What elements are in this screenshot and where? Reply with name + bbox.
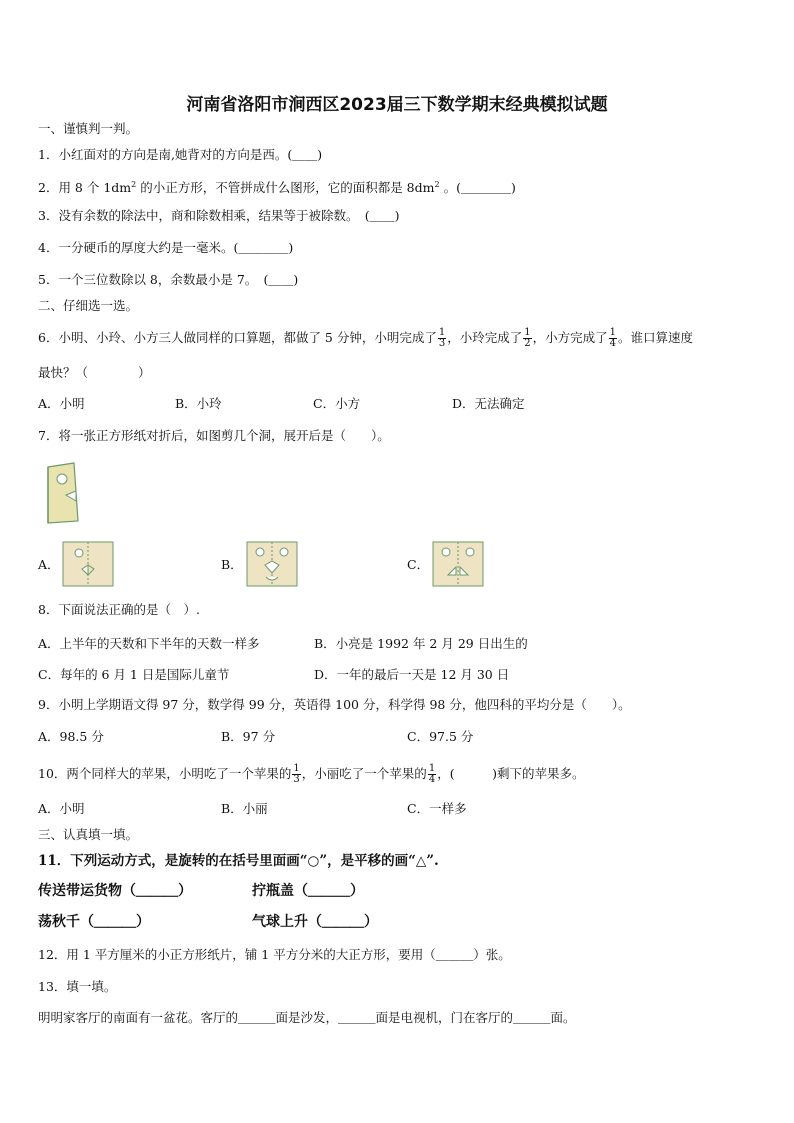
question-13-line: 明明家客厅的南面有一盆花。客厅的＿＿＿面是沙发，＿＿＿面是电视机，门在客厅的＿＿＿面。: [38, 1010, 576, 1025]
section-2-heading: 二、仔细选一选。: [38, 298, 139, 313]
q9-option-a: A．98.5 分: [38, 729, 104, 744]
q6-option-a: A．小明: [38, 396, 85, 411]
question-8: 8．下面说法正确的是（ ）.: [38, 602, 200, 617]
q7-option-b: B．: [221, 557, 243, 572]
q8-option-a: A．上半年的天数和下半年的天数一样多: [38, 636, 260, 651]
fraction: $\frac{1}{2}$: [524, 327, 531, 349]
section-1-heading: 一、谨慎判一判。: [38, 121, 139, 136]
q11-item-swing: 荡秋千（＿＿＿）: [38, 914, 150, 930]
q8-option-c: C．每年的 6 月 1 日是国际儿童节: [38, 667, 230, 682]
question-9: 9．小明上学期语文得 97 分，数学得 99 分，英语得 100 分，科学得 98 分，他四科的平均分是（ ）。: [38, 697, 631, 712]
question-6: 6．小明、小玲、小方三人做同样的口算题，都做了 5 分钟，小明完成了 $\frac{1}{3}$ ，小玲完成了 $\frac{1}{2}$ ，小方完成了 $\frac{1}{4}$ 。谁口算速度: [38, 327, 694, 349]
question-5: 5．一个三位数除以 8，余数最小是 7。 (＿＿): [38, 272, 299, 287]
question-4: 4．一分硬币的厚度大约是一毫米。(＿＿＿＿): [38, 240, 294, 255]
q10-option-a: A．小明: [38, 801, 85, 816]
question-7: 7．将一张正方形纸对折后，如图剪几个洞，展开后是（ ）。: [38, 428, 390, 443]
section-3-heading: 三、认真填一填。: [38, 827, 139, 842]
question-2: 2．用 8 个 $1dm^2$ 的小正方形，不管拼成什么图形，它的面积都是 $8dm^2$ 。(＿＿＿＿): [38, 180, 516, 196]
q10-option-c: C．一样多: [407, 801, 467, 816]
q6-option-b: B．小玲: [175, 396, 222, 411]
unfolded-paper-c-figure: [432, 541, 484, 587]
question-13: 13．填一填。: [38, 979, 117, 994]
q6-option-c: C．小方: [313, 396, 361, 411]
question-1: 1．小红面对的方向是南,她背对的方向是西。(＿＿): [38, 147, 323, 162]
question-10: 10．两个同样大的苹果，小明吃了一个苹果的 $\frac{1}{3}$ ，小丽吃了一个苹果的 $\frac{1}{4}$ ，( )剩下的苹果多。: [38, 763, 585, 785]
q6-option-d: D．无法确定: [452, 396, 525, 411]
fraction: $\frac{1}{4}$: [609, 327, 617, 349]
fraction: $\frac{1}{3}$: [438, 327, 446, 349]
fraction: $\frac{1}{3}$: [293, 763, 300, 785]
q7-option-a: A．: [38, 557, 60, 572]
q11-item-bottle-cap: 拧瓶盖（＿＿＿）: [252, 883, 364, 899]
question-6-line2: 最快？（ ）: [38, 365, 151, 380]
q8-option-b: B．小亮是 1992 年 2 月 29 日出生的: [314, 636, 528, 651]
question-3: 3．没有余数的除法中，商和除数相乘，结果等于被除数。 (＿＿): [38, 208, 400, 223]
question-12: 12．用 1 平方厘米的小正方形纸片，铺 1 平方分米的大正方形，要用（＿＿＿）张。: [38, 947, 511, 962]
q8-option-d: D．一年的最后一天是 12 月 30 日: [314, 667, 510, 682]
q10-option-b: B．小丽: [221, 801, 268, 816]
page-title: 河南省洛阳市涧西区2023届三下数学期末经典模拟试题: [186, 95, 608, 115]
question-11: 11．下列运动方式，是旋转的在括号里面画“○”，是平移的画“△”.: [38, 853, 439, 869]
q11-item-conveyor: 传送带运货物（＿＿＿）: [38, 883, 192, 899]
q11-item-balloon: 气球上升（＿＿＿）: [252, 914, 378, 930]
q9-option-c: C．97.5 分: [407, 729, 474, 744]
q9-option-b: B．97 分: [221, 729, 276, 744]
q7-option-c: C．: [407, 557, 430, 572]
folded-paper-figure: [44, 461, 82, 525]
unfolded-paper-b-figure: [246, 541, 298, 587]
unfolded-paper-a-figure: [62, 541, 114, 587]
fraction: $\frac{1}{4}$: [428, 763, 436, 785]
